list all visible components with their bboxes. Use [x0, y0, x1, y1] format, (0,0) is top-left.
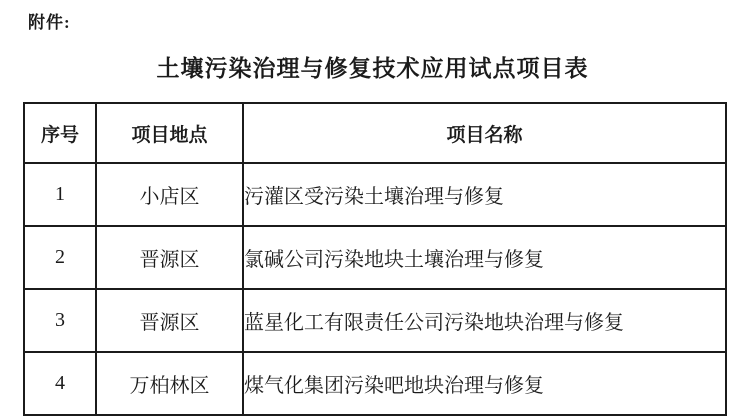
cell-name: 蓝星化工有限责任公司污染地块治理与修复 — [243, 289, 726, 352]
cell-no: 3 — [24, 289, 96, 352]
cell-location: 晋源区 — [96, 289, 243, 352]
cell-no: 4 — [24, 352, 96, 415]
project-table — [23, 102, 727, 416]
cell-name: 煤气化集团污染吧地块治理与修复 — [243, 352, 726, 415]
cell-name: 氯碱公司污染地块土壤治理与修复 — [243, 226, 726, 289]
cell-location: 万柏林区 — [96, 352, 243, 415]
cell-no: 2 — [24, 226, 96, 289]
cell-location: 小店区 — [96, 163, 243, 226]
cell-location: 晋源区 — [96, 226, 243, 289]
cell-no: 1 — [24, 163, 96, 226]
attachment-label: 附件: — [28, 13, 71, 32]
table-row — [24, 163, 726, 226]
table-row — [24, 352, 726, 415]
table-row — [24, 226, 726, 289]
header-name: 项目名称 — [243, 103, 726, 163]
table-header-row — [24, 103, 726, 163]
cell-name: 污灌区受污染土壤治理与修复 — [243, 163, 726, 226]
header-no: 序号 — [24, 103, 96, 163]
table-row — [24, 289, 726, 352]
page-title: 土壤污染治理与修复技术应用试点项目表 — [156, 56, 589, 81]
header-location: 项目地点 — [96, 103, 243, 163]
